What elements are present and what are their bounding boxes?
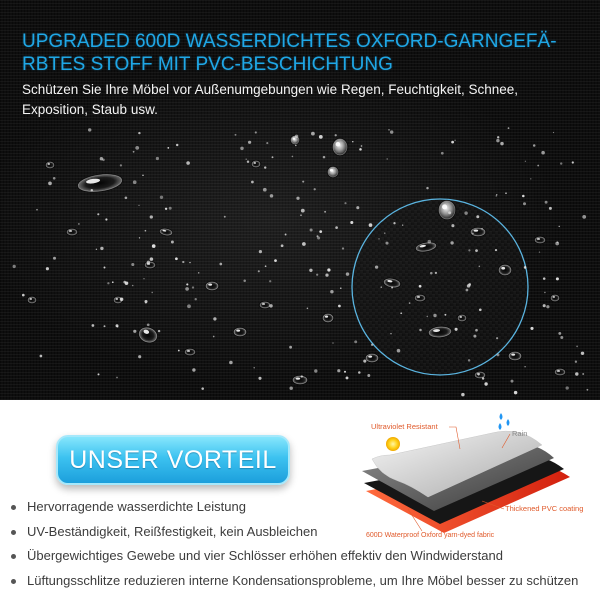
water-speck <box>311 132 315 136</box>
water-speck <box>255 131 257 133</box>
water-droplet <box>554 368 566 376</box>
water-speck <box>266 142 268 144</box>
water-droplet <box>534 236 546 244</box>
water-speck <box>158 330 160 332</box>
water-speck <box>468 283 471 286</box>
water-speck <box>48 182 52 186</box>
water-speck <box>125 197 128 200</box>
water-speck <box>342 247 344 249</box>
water-droplet <box>251 160 261 168</box>
water-speck <box>358 371 361 374</box>
water-droplet <box>184 348 196 356</box>
water-speck <box>384 232 385 233</box>
water-speck <box>295 145 297 147</box>
water-droplet <box>233 327 247 337</box>
water-speck <box>302 181 304 183</box>
water-speck <box>544 292 545 293</box>
water-speck <box>192 368 195 371</box>
water-speck <box>92 324 95 327</box>
water-speck <box>167 147 169 149</box>
water-speck <box>337 369 340 372</box>
water-speck <box>269 280 271 282</box>
water-speck <box>466 289 469 292</box>
water-speck <box>572 161 574 163</box>
water-droplet <box>470 227 486 237</box>
water-speck <box>247 160 249 162</box>
water-droplet <box>259 301 271 309</box>
water-speck <box>259 250 262 253</box>
water-speck <box>359 148 362 151</box>
water-speck <box>107 282 109 284</box>
water-speck <box>169 207 172 210</box>
water-speck <box>295 135 298 138</box>
subtitle <box>22 80 518 120</box>
uv-label: Ultraviolet Resistant <box>371 422 438 431</box>
bullet-dot <box>11 505 16 510</box>
water-droplet <box>66 228 78 236</box>
water-speck <box>455 328 458 331</box>
water-speck <box>13 265 16 268</box>
water-speck <box>91 189 93 191</box>
water-speck <box>524 266 527 269</box>
water-speck <box>219 263 222 266</box>
water-speck <box>576 346 578 348</box>
water-speck <box>335 226 338 229</box>
water-speck <box>354 340 357 343</box>
water-speck <box>100 247 103 250</box>
water-droplet <box>292 375 308 385</box>
water-droplet <box>136 324 161 346</box>
water-speck <box>553 132 554 133</box>
water-speck <box>131 263 134 266</box>
water-speck <box>505 192 507 194</box>
water-speck <box>560 162 562 164</box>
water-speck <box>120 298 124 302</box>
water-speck <box>156 157 159 160</box>
water-speck <box>22 294 25 297</box>
water-speck <box>138 205 139 206</box>
water-speck <box>292 156 294 158</box>
water-speck <box>361 145 363 147</box>
water-speck <box>251 181 254 184</box>
water-speck <box>150 215 153 218</box>
water-speck <box>198 272 199 273</box>
water-speck <box>175 257 178 260</box>
water-droplet <box>158 227 174 238</box>
water-speck <box>330 290 333 293</box>
water-speck <box>356 206 359 209</box>
water-speck <box>285 234 287 236</box>
water-speck <box>435 272 437 274</box>
water-speck <box>475 249 478 252</box>
water-speck <box>400 312 402 314</box>
water-speck <box>123 281 126 284</box>
title-line: UPGRADED 600D WASSERDICHTES OXFORD-GARNGEFÄ- <box>22 31 557 52</box>
water-speck <box>511 380 514 383</box>
water-speck <box>352 141 353 142</box>
water-speck <box>448 211 451 214</box>
water-speck <box>289 386 292 389</box>
feature-item <box>0 495 600 520</box>
water-speck <box>317 235 319 237</box>
water-speck <box>478 374 479 375</box>
water-speck <box>472 233 473 234</box>
water-speck <box>340 287 341 288</box>
water-speck <box>258 377 261 380</box>
water-speck <box>381 286 382 287</box>
water-speck <box>367 374 370 377</box>
feature-text: Übergewichtiges Gewebe und vier Schlösser erhöhen effektiv den Windwiderstand <box>27 548 503 563</box>
water-speck <box>307 308 309 310</box>
water-speck <box>543 304 546 307</box>
water-speck <box>323 156 326 159</box>
water-speck <box>178 350 180 352</box>
water-speck <box>248 141 251 144</box>
water-speck <box>586 389 588 391</box>
water-speck <box>258 270 260 272</box>
water-speck <box>476 215 479 218</box>
feature-item <box>0 544 600 569</box>
water-speck <box>451 224 454 227</box>
subtitle-line: Exposition, Staub usw. <box>22 102 158 117</box>
water-speck <box>201 387 204 390</box>
water-speck <box>139 237 140 238</box>
water-speck <box>270 194 274 198</box>
water-speck <box>390 333 391 334</box>
water-speck <box>581 352 584 355</box>
water-speck <box>281 244 284 247</box>
water-droplet <box>474 371 486 379</box>
water-speck <box>391 287 393 289</box>
water-speck <box>160 196 163 199</box>
water-speck <box>138 132 140 134</box>
feature-text: Lüftungsschlitze reduzieren interne Kondensationsprobleme, um Ihre Möbel besser zu schützen <box>27 572 579 588</box>
water-speck <box>36 209 38 211</box>
water-speck <box>269 304 272 307</box>
water-speck <box>558 332 561 335</box>
water-speck <box>185 287 189 291</box>
water-speck <box>541 151 545 155</box>
water-speck <box>556 277 559 280</box>
water-speck <box>301 375 303 377</box>
water-speck <box>454 140 455 141</box>
water-droplet <box>457 314 467 322</box>
water-speck <box>138 355 141 358</box>
water-speck <box>346 272 349 275</box>
water-speck <box>387 158 388 159</box>
bullet-dot <box>11 579 16 584</box>
water-speck <box>40 355 43 358</box>
water-speck <box>46 267 49 270</box>
water-droplet <box>76 171 125 196</box>
water-speck <box>566 386 569 389</box>
water-speck <box>182 261 184 263</box>
water-speck <box>142 175 143 176</box>
water-speck <box>309 269 312 272</box>
water-speck <box>549 207 552 210</box>
water-speck <box>523 202 526 205</box>
water-speck <box>265 265 267 267</box>
water-speck <box>560 336 563 339</box>
water-speck <box>147 261 150 264</box>
water-speck <box>397 349 401 353</box>
water-speck <box>497 136 499 138</box>
water-speck <box>385 242 388 245</box>
water-droplet <box>327 166 339 178</box>
water-droplet <box>508 351 522 361</box>
water-speck <box>575 361 577 363</box>
water-speck <box>428 240 432 244</box>
water-speck <box>390 130 393 133</box>
water-speck <box>522 195 525 198</box>
water-droplet <box>45 161 55 169</box>
water-speck <box>496 194 498 196</box>
water-speck <box>246 159 247 160</box>
page-title <box>22 30 557 76</box>
water-speck <box>375 265 378 268</box>
water-droplet <box>322 313 334 323</box>
water-speck <box>464 211 467 214</box>
water-speck <box>433 314 436 317</box>
water-speck <box>186 161 190 165</box>
water-speck <box>346 376 349 379</box>
water-speck <box>575 372 578 375</box>
water-speck <box>319 230 322 233</box>
water-speck <box>263 188 267 192</box>
water-speck <box>582 215 586 219</box>
water-speck <box>530 178 531 179</box>
water-speck <box>419 329 422 332</box>
water-speck <box>338 305 341 308</box>
water-speck <box>145 230 147 232</box>
water-speck <box>316 274 318 276</box>
water-speck <box>120 164 122 166</box>
water-speck <box>229 361 233 365</box>
water-speck <box>192 286 194 288</box>
sun-icon <box>386 437 400 451</box>
water-speck <box>479 266 481 268</box>
water-speck <box>135 146 139 150</box>
water-speck <box>419 285 422 288</box>
water-speck <box>314 188 316 190</box>
water-speck <box>189 262 190 263</box>
water-speck <box>537 165 539 167</box>
water-speck <box>557 241 559 243</box>
water-speck <box>133 330 136 333</box>
water-speck <box>461 393 464 396</box>
water-droplet <box>205 281 219 291</box>
water-speck <box>539 251 540 252</box>
water-speck <box>468 249 470 251</box>
water-speck <box>508 127 510 129</box>
water-speck <box>224 216 226 218</box>
water-speck <box>546 305 549 308</box>
water-speck <box>213 317 216 320</box>
rain-label: Rain <box>512 429 528 438</box>
water-speck <box>301 209 305 213</box>
water-speck <box>289 346 292 349</box>
water-speck <box>500 142 503 145</box>
water-speck <box>133 180 137 184</box>
water-droplet <box>365 353 379 363</box>
water-speck <box>314 369 317 372</box>
water-speck <box>78 223 79 224</box>
water-speck <box>402 225 403 226</box>
water-speck <box>543 277 546 280</box>
water-speck <box>243 279 246 282</box>
feature-item <box>0 569 600 594</box>
water-speck <box>482 377 484 379</box>
water-speck <box>176 144 178 146</box>
water-speck <box>409 302 411 304</box>
water-speck <box>495 249 497 251</box>
water-speck <box>496 195 497 196</box>
water-speck <box>473 335 476 338</box>
water-speck <box>371 344 373 346</box>
fabric-label: 600D Waterproof Oxford yarn-dyed fabric <box>366 532 495 539</box>
water-speck <box>451 141 454 144</box>
water-speck <box>344 202 346 204</box>
water-droplet <box>414 294 426 302</box>
water-speck <box>524 366 525 367</box>
water-speck <box>105 218 107 220</box>
water-speck <box>300 214 301 215</box>
water-speck <box>96 249 97 250</box>
water-speck <box>533 144 536 147</box>
water-droplet <box>498 264 512 276</box>
bullet-dot <box>11 554 16 559</box>
water-speck <box>151 292 152 293</box>
water-droplet <box>27 296 37 304</box>
water-speck <box>545 201 548 204</box>
water-speck <box>327 268 330 271</box>
water-speck <box>100 157 103 160</box>
water-speck <box>324 211 326 213</box>
water-speck <box>450 241 453 244</box>
water-speck <box>187 304 191 308</box>
water-speck <box>475 329 478 332</box>
water-droplet <box>550 294 560 302</box>
water-speck <box>481 228 483 230</box>
water-speck <box>213 336 215 338</box>
water-speck <box>426 316 428 318</box>
water-speck <box>152 244 156 248</box>
title-line: RBTES STOFF MIT PVC-BESCHICHTUNG <box>22 54 393 75</box>
water-droplet <box>438 200 456 220</box>
water-speck <box>369 223 373 227</box>
water-speck <box>116 377 118 379</box>
magnifier-circle <box>352 199 528 375</box>
water-speck <box>274 259 277 262</box>
water-speck <box>514 391 517 394</box>
water-speck <box>335 134 337 136</box>
water-speck <box>195 298 197 300</box>
water-speck <box>143 278 144 279</box>
water-speck <box>426 187 428 189</box>
water-speck <box>104 325 106 327</box>
water-speck <box>150 257 154 261</box>
water-speck <box>363 360 366 363</box>
feature-list <box>0 495 600 593</box>
water-speck <box>344 371 346 373</box>
water-speck <box>302 242 306 246</box>
water-speck <box>496 139 499 142</box>
water-droplet <box>332 138 348 156</box>
advantage-badge: UNSER VORTEIL <box>56 435 290 485</box>
subtitle-line: Schützen Sie Ihre Möbel vor Außenumgebungen wie Regen, Feuchtigkeit, Schnee, <box>22 82 519 97</box>
water-speck <box>165 208 167 210</box>
water-speck <box>497 353 500 356</box>
water-speck <box>441 152 444 155</box>
water-speck <box>116 324 119 327</box>
water-speck <box>530 327 533 330</box>
water-speck <box>350 221 353 224</box>
water-speck <box>525 161 526 162</box>
water-speck <box>393 222 395 224</box>
feature-text: UV-Beständigkeit, Reißfestigkeit, kein Ausbleichen <box>27 523 318 539</box>
water-speck <box>253 367 254 368</box>
water-speck <box>479 308 482 311</box>
water-speck <box>430 272 433 275</box>
water-speck <box>296 197 299 200</box>
water-speck <box>133 151 135 153</box>
water-speck <box>388 129 389 130</box>
water-speck <box>496 337 498 339</box>
water-speck <box>88 128 91 131</box>
water-speck <box>132 285 134 287</box>
water-speck <box>98 373 100 375</box>
water-speck <box>53 177 56 180</box>
water-speck <box>171 241 174 244</box>
water-speck <box>310 228 313 231</box>
water-speck <box>444 314 446 316</box>
pvc-coating-label: Thickened PVC coating <box>505 504 584 513</box>
water-speck <box>104 267 106 269</box>
water-speck <box>144 332 145 333</box>
feature-text: Hervorragende wasserdichte Leistung <box>27 499 246 514</box>
water-speck <box>186 283 188 285</box>
water-speck <box>145 302 146 303</box>
water-speck <box>468 359 470 361</box>
water-speck <box>272 156 274 158</box>
water-speck <box>378 238 379 239</box>
water-speck <box>559 226 560 227</box>
water-speck <box>264 166 266 168</box>
bullet-dot <box>11 530 16 535</box>
water-speck <box>112 281 114 283</box>
rain-icon <box>499 413 510 430</box>
feature-item <box>0 520 600 545</box>
water-speck <box>484 382 487 385</box>
water-speck <box>53 257 56 260</box>
water-speck <box>240 147 243 150</box>
water-speck <box>147 323 150 326</box>
water-speck <box>235 134 237 136</box>
water-speck <box>332 342 334 344</box>
water-speck <box>319 135 323 139</box>
water-speck <box>582 373 584 375</box>
water-speck <box>325 273 328 276</box>
water-speck <box>97 213 99 215</box>
